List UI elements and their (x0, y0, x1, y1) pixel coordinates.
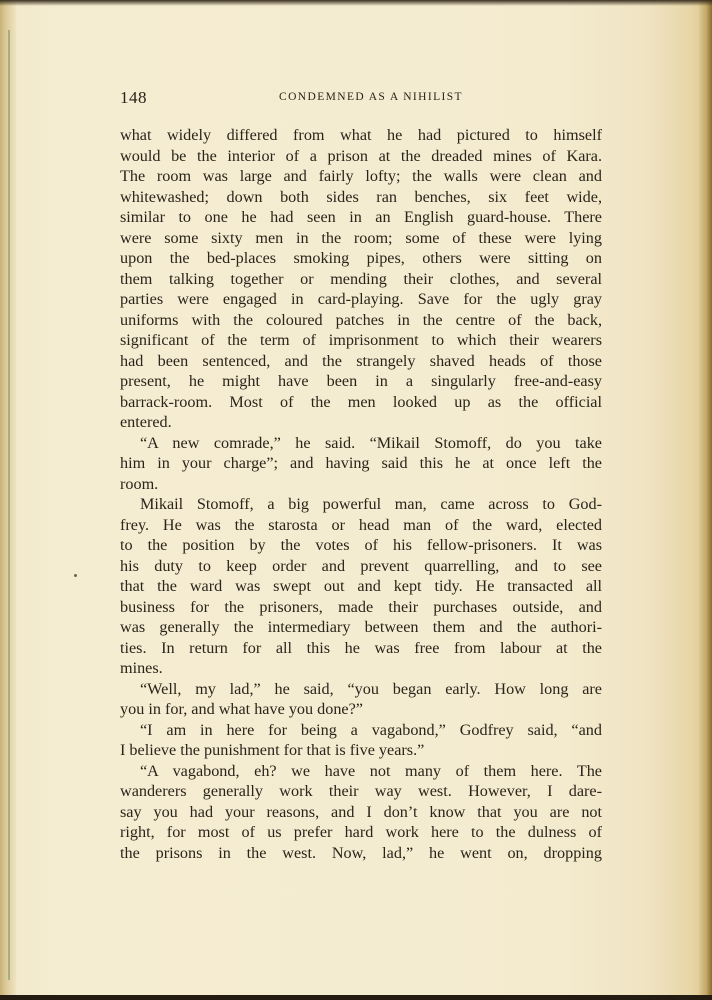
text-line: similar to one he had seen in an English guard-house. There (120, 208, 602, 226)
text-line: “Well, my lad,” he said, “you began early. How long are (140, 679, 602, 698)
text-line: “I am in here for being a vagabond,” Godfrey said, “and (140, 720, 602, 739)
page-number: 148 (120, 88, 147, 107)
body-text (120, 125, 602, 863)
text-line: frey. He was the starosta or head man of the ward, elected (120, 515, 602, 534)
text-line: say you had your reasons, and I don’t know that you are not (120, 802, 602, 821)
page-edge (698, 0, 712, 1000)
text-line: Mikail Stomoff, a big powerful man, came across to God- (140, 495, 602, 513)
text-line: wanderers generally work their way west. However, I dare- (120, 782, 602, 800)
text-line: business for the prisoners, made their purchases outside, and (120, 597, 602, 616)
text-line: to the position by the votes of his fellow-prisoners. It was (120, 536, 602, 554)
text-line: I believe the punishment for that is five years.” (120, 741, 425, 759)
text-line: present, he might have been in a singularly free-and-easy (120, 372, 602, 390)
page-bottom-edge (0, 995, 712, 1000)
page-gutter (0, 0, 16, 1000)
text-line: mines. (120, 659, 163, 677)
text-line: significant of the term of imprisonment to which their wearers (120, 331, 602, 349)
text-line: barrack-room. Most of the men looked up as the official (120, 392, 602, 411)
text-line: upon the bed-places smoking pipes, others were sitting on (120, 249, 602, 267)
text-line: room. (120, 474, 159, 493)
text-line: whitewashed; down both sides ran benches, six feet wide, (120, 187, 602, 206)
page-header (120, 88, 602, 110)
text-line: what widely differed from what he had pictured to himself (120, 126, 602, 144)
text-line: right, for most of us prefer hard work here to the dulness of (120, 823, 602, 841)
text-line: “A new comrade,” he said. “Mikail Stomoff, do you take (140, 433, 602, 452)
text-line: them talking together or mending their clothes, and several (120, 269, 602, 288)
text-line: had been sentenced, and the strangely shaved heads of those (120, 351, 602, 370)
page-top-shadow (0, 0, 712, 6)
text-line: ties. In return for all this he was free from labour at the (120, 638, 602, 657)
text-line: The room was large and fairly lofty; the walls were clean and (120, 167, 602, 185)
text-line: “A vagabond, eh? we have not many of them here. The (140, 761, 602, 780)
text-line: was generally the intermediary between them and the authori- (120, 618, 602, 636)
text-line: him in your charge”; and having said this he at once left the (120, 454, 602, 472)
text-line: his duty to keep order and prevent quarrelling, and to see (120, 556, 602, 575)
text-line: the prisons in the west. Now, lad,” he went on, dropping (120, 843, 602, 862)
text-line: uniforms with the coloured patches in the centre of the back, (120, 310, 602, 329)
text-line: were some sixty men in the room; some of these were lying (120, 228, 602, 247)
text-line: entered. (120, 413, 172, 431)
running-title: CONDEMNED AS A NIHILIST (279, 91, 463, 103)
text-line: that the ward was swept out and kept tidy. He transacted all (120, 577, 602, 595)
text-line: parties were engaged in card-playing. Save for the ugly gray (120, 290, 602, 308)
text-line: you in for, and what have you done?” (120, 700, 363, 718)
margin-speck (74, 574, 77, 577)
text-line: would be the interior of a prison at the dreaded mines of Kara. (120, 146, 602, 165)
binding-shadow (8, 30, 10, 980)
